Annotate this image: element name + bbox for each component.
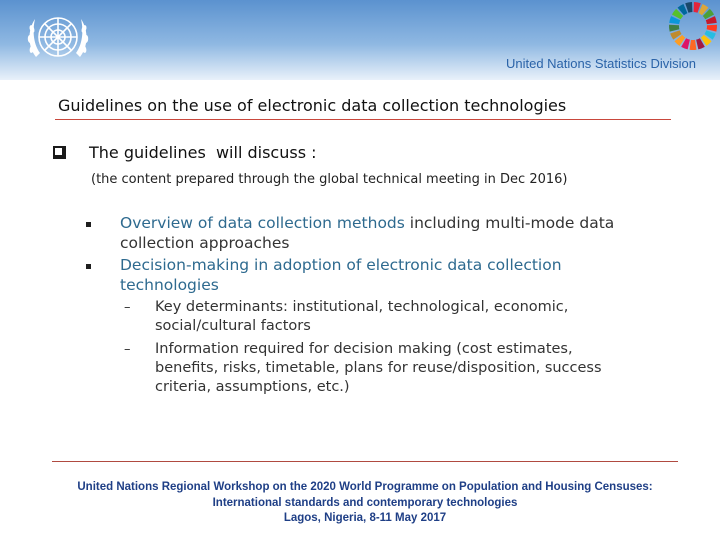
sub-item-text: criteria, assumptions, etc.) bbox=[155, 379, 350, 395]
un-emblem-icon bbox=[22, 7, 94, 71]
header-banner bbox=[0, 0, 720, 80]
title-divider bbox=[55, 119, 671, 120]
footer bbox=[30, 480, 700, 527]
bullet-item-1 bbox=[120, 213, 614, 253]
sdg-wheel-segment bbox=[707, 25, 717, 32]
source-note: (the content prepared through the global technical meeting in Dec 2016) bbox=[91, 172, 568, 187]
item-highlight: technologies bbox=[120, 276, 219, 294]
footer-line: International standards and contemporary technologies bbox=[212, 496, 518, 509]
dash-marker: – bbox=[124, 300, 131, 315]
sdg-wheel-segment bbox=[669, 25, 679, 32]
bullet-marker bbox=[86, 222, 91, 227]
item-text: collection approaches bbox=[120, 234, 290, 252]
footer-line: Lagos, Nigeria, 8-11 May 2017 bbox=[283, 512, 447, 524]
bullet-marker bbox=[86, 264, 91, 269]
checkbox-bullet-icon bbox=[53, 146, 66, 159]
item-highlight: Overview of data collection methods bbox=[120, 214, 405, 232]
sub-item-2 bbox=[155, 340, 602, 397]
dash-marker: – bbox=[124, 342, 131, 357]
item-highlight: Decision-making in adoption of electronic data collection bbox=[120, 256, 562, 274]
division-name: United Nations Statistics Division bbox=[505, 56, 696, 71]
sub-item-text: social/cultural factors bbox=[155, 318, 311, 334]
sub-item-text: benefits, risks, timetable, plans for reuse/disposition, success bbox=[155, 360, 602, 376]
sub-item-text: Key determinants: institutional, technological, economic, bbox=[155, 299, 569, 315]
footer-divider bbox=[52, 461, 678, 462]
sdg-wheel-segment bbox=[690, 40, 697, 50]
lead-text: The guidelines will discuss : bbox=[89, 143, 317, 162]
footer-line: United Nations Regional Workshop on the 2020 World Programme on Population and Housing Censuses: bbox=[77, 481, 653, 493]
bullet-item-2 bbox=[120, 255, 562, 295]
sdg-wheel-icon bbox=[667, 0, 719, 52]
slide-title: Guidelines on the use of electronic data collection technologies bbox=[58, 96, 567, 115]
sub-item-1 bbox=[155, 298, 568, 336]
item-text: including multi-mode data bbox=[404, 214, 615, 232]
sub-item-text: Information required for decision making (cost estimates, bbox=[155, 341, 573, 357]
